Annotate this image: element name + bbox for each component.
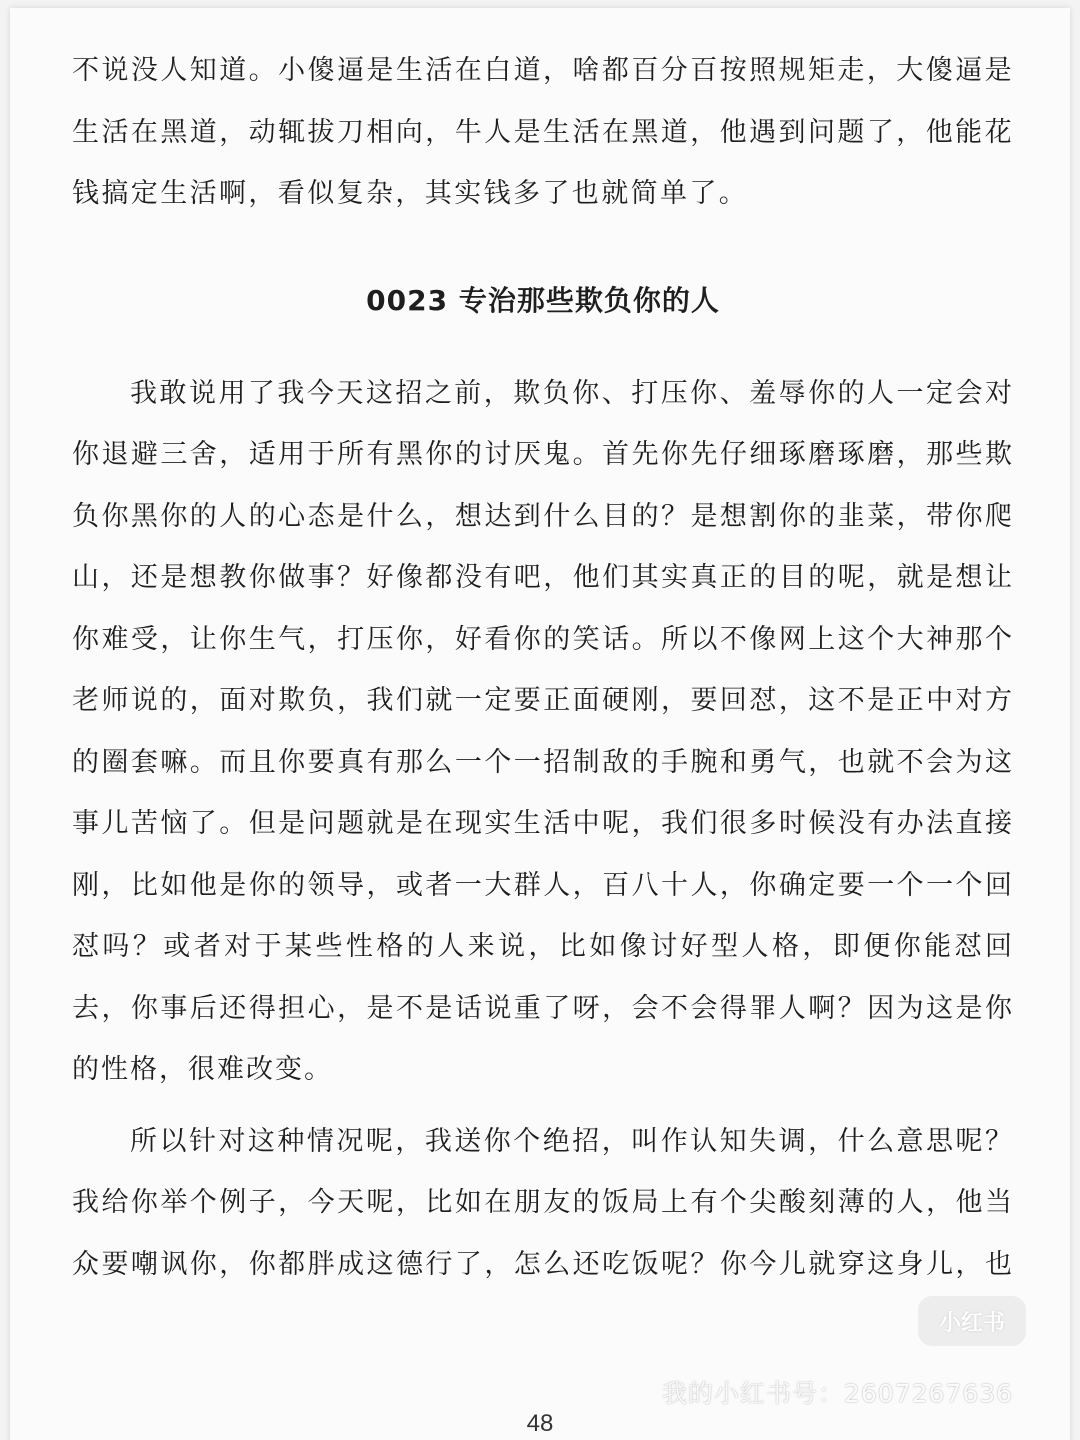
xiaohongshu-logo-icon: 小红书 bbox=[918, 1296, 1026, 1346]
watermark-account-id: 我的小红书号：2607267636 bbox=[662, 1379, 1014, 1408]
page-content bbox=[72, 40, 1014, 1295]
section-heading: 0023 专治那些欺负你的人 bbox=[366, 283, 720, 317]
continuation-paragraph: 不说没人知道。小傻逼是生活在白道，啥都百分百按照规矩走，大傻逼是生活在黑道，动辄拔刀相向，牛人是生活在黑道，他遇到问题了，他能花钱搞定生活啊，看似复杂，其实钱多了也就简单了。 bbox=[72, 55, 1014, 209]
page-number: 48 bbox=[526, 1410, 554, 1437]
body-paragraph-1: 我敢说用了我今天这招之前，欺负你、打压你、羞辱你的人一定会对你退避三舍，适用于所有黑你的讨厌鬼。首先你先仔细琢磨琢磨，那些欺负你黑你的人的心态是什么，想达到什么目的？是想割你的韭菜，带你爬山，还是想教你做事？好像都没有吧，他们其实真正的目的呢，就是想让你难受，让你生气，打压你，好看你的笑话。所以不像网上这个大神那个老师说的，面对欺负，我们就一定要正面硬刚，要回怼，这不是正中对方的圈套嘛。而且你要真有那么一个一招制敌的手腕和勇气，也就不会为这事儿苦恼了。但是问题就是在现实生活中呢，我们很多时候没有办法直接刚，比如他是你的领导，或者一大群人，百八十人，你确定要一个一个回怼吗？或者对于某些性格的人来说，比如像讨好型人格，即便你能怼回去，你事后还得担心，是不是话说重了呀，会不会得罪人啊？因为这是你的性格，很难改变。 bbox=[72, 377, 1014, 1085]
body-paragraph-2: 所以针对这种情况呢，我送你个绝招，叫作认知失调，什么意思呢？我给你举个例子，今天呢，比如在朋友的饭局上有个尖酸刻薄的人，他当众要嘲讽你，你都胖成这德行了，怎么还吃饭呢？你今儿就穿这身儿，也 bbox=[72, 1125, 1014, 1280]
